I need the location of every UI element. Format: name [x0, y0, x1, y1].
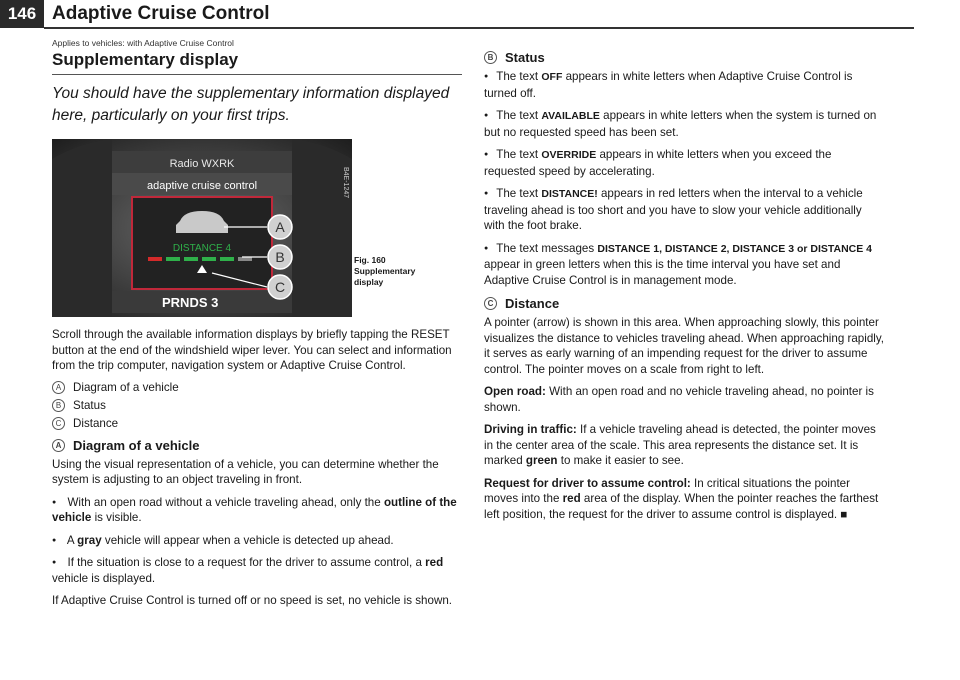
radio-label: Radio WXRK [169, 158, 235, 170]
distance-label: DISTANCE 4 [172, 243, 232, 254]
legend-key-a: A [52, 381, 65, 394]
subheading-status [484, 50, 884, 65]
subheading-key-a: A [52, 439, 65, 452]
subheading-status-title: Status [505, 50, 545, 65]
status-bullet-5: ● The text messages DISTANCE 1, DISTANCE 2, DISTANCE 3 or DISTANCE 4 appear in green letters when this is the time interval you have set and Adaptive Cruise Control is in management mode. [484, 241, 884, 289]
status-bullet-1: ● The text OFF appears in white letters when Adaptive Cruise Control is turned off. [484, 69, 884, 101]
figure-160 [52, 139, 462, 317]
subheading-distance [484, 296, 884, 311]
acc-label: adaptive cruise control [146, 180, 258, 192]
diagram-bullet-1: ● With an open road without a vehicle traveling ahead, only the outline of the vehicle is visible. [52, 495, 462, 526]
figure-number: Fig. 160 [354, 255, 386, 265]
subheading-key-b: B [484, 51, 497, 64]
intro-text: You should have the supplementary information displayed here, particularly on your first trips. [52, 85, 450, 124]
svg-text:B: B [275, 249, 285, 265]
subheading-distance-title: Distance [505, 296, 560, 311]
page-header [0, 0, 960, 30]
subheading-key-c: C [484, 297, 497, 310]
status-bullet-4: ● The text DISTANCE! appears in red letters when the interval to a vehicle traveling ahead is too short and you have to slow your vehicle additionally with the foot brake. [484, 186, 884, 234]
figure-title: Supplementary display [354, 266, 416, 287]
instrument-cluster-illustration [52, 139, 352, 317]
left-gauge [52, 139, 112, 317]
diagram-bullet-3: ● If the situation is close to a request for the driver to assume control, a red vehicle is displayed. [52, 555, 462, 586]
subheading-diagram-title: Diagram of a vehicle [73, 437, 200, 453]
distance-paragraph: A pointer (arrow) is shown in this area. When approaching slowly, this pointer visualizes the distance to vehicles traveling ahead. When approaching rapidly, it serves as early warning of an impending request for the driver to assume control. The pointer moves on a scale from right to left. [484, 316, 885, 376]
applies-note: Applies to vehicles: with Adaptive Cruise Control [52, 38, 234, 48]
figure-caption [354, 255, 434, 288]
gear-indicator: PRNDS 3 [162, 295, 219, 310]
right-gauge [292, 139, 352, 317]
legend-key-b: B [52, 399, 65, 412]
header-rule [44, 27, 914, 29]
right-column [484, 50, 884, 529]
scroll-paragraph: Scroll through the available information displays by briefly tapping the RESET button at the end of the windshield wiper lever. You can select and information from the trip computer, navigation system or Adaptive Cruise Control. [52, 328, 452, 372]
left-column [52, 38, 462, 616]
section-title: Supplementary display [52, 50, 239, 69]
legend-label-a: Diagram of a vehicle [73, 380, 179, 394]
subheading-diagram [52, 438, 462, 453]
legend-label-c: Distance [73, 416, 119, 430]
diagram-paragraph: Using the visual representation of a vehicle, you can determine whether the system is adjusting to an object traveling in front. [52, 457, 439, 486]
svg-text:C: C [274, 279, 286, 295]
legend-key-c: C [52, 417, 65, 430]
section-rule [52, 74, 462, 75]
chapter-title: Adaptive Cruise Control [52, 3, 270, 24]
traffic-paragraph: Driving in traffic: If a vehicle traveling ahead is detected, the pointer moves in the center area of the scale. This area represents the distance set. It is marked green to make it easier to see. [484, 423, 876, 467]
diagram-bullet-2: ● A gray vehicle will appear when a vehicle is detected up ahead. [52, 533, 462, 549]
legend-item-c [52, 417, 462, 430]
legend-item-b [52, 399, 462, 412]
svg-text:A: A [275, 219, 285, 235]
request-control-paragraph: Request for driver to assume control: In critical situations the pointer moves into the red area of the display. When the pointer reaches the farthest left position, the request for the driver to assume control is displayed. ■ [484, 476, 879, 521]
status-bullet-3: ● The text OVERRIDE appears in white letters when you exceed the requested speed by accelerating. [484, 147, 884, 179]
diagram-closing: If Adaptive Cruise Control is turned off or no speed is set, no vehicle is shown. [52, 594, 452, 607]
figure-ref-code: B4E-1247 [342, 167, 349, 199]
status-bullet-2: ● The text AVAILABLE appears in white letters when the system is turned on but no requested speed has been set. [484, 108, 884, 140]
legend-item-a [52, 381, 462, 394]
page-number: 146 [0, 0, 44, 28]
open-road-paragraph: Open road: With an open road and no vehicle traveling ahead, no pointer is shown. [484, 385, 874, 414]
legend-label-b: Status [73, 398, 106, 412]
